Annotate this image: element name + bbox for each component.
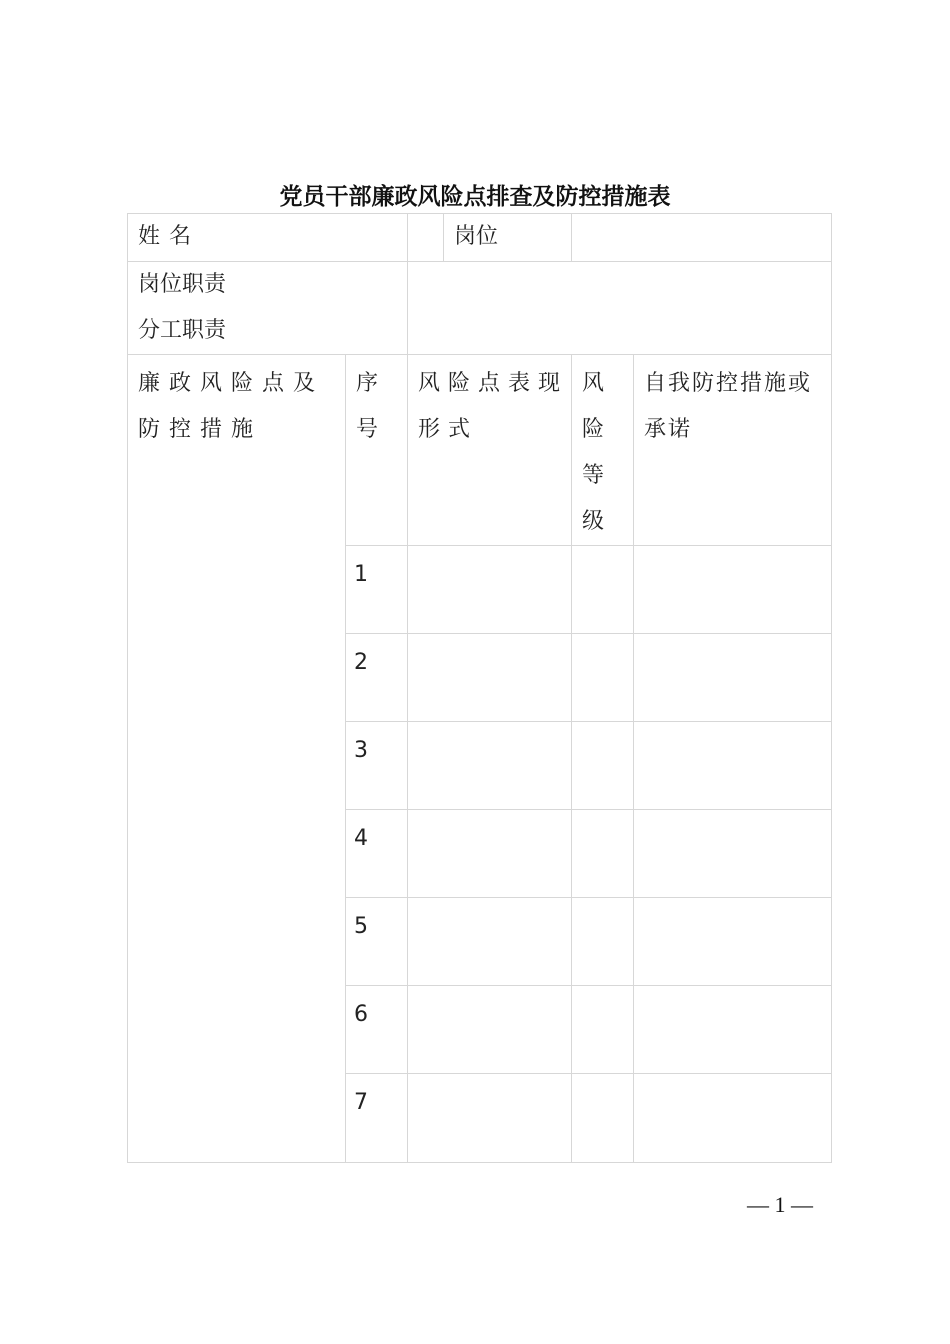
row-number: 4 [346, 810, 408, 898]
form-cell[interactable] [408, 634, 572, 722]
measure-cell[interactable] [634, 810, 832, 898]
document-title: 党员干部廉政风险点排查及防控措施表 [279, 183, 671, 210]
measure-cell[interactable] [634, 722, 832, 810]
measure-cell[interactable] [634, 986, 832, 1074]
col-form-label: 风险点表现形式 [418, 371, 569, 442]
post-label-cell [444, 214, 572, 262]
level-cell[interactable] [572, 634, 634, 722]
col-level-label: 风险等级 [582, 371, 605, 534]
form-cell[interactable] [408, 1074, 572, 1163]
form-cell[interactable] [408, 986, 572, 1074]
level-cell[interactable] [572, 986, 634, 1074]
section-label: 廉政风险点及防控措施 [138, 371, 325, 442]
duty-label-line2: 分工职责 [138, 318, 227, 343]
form-cell[interactable] [408, 898, 572, 986]
row-number: 1 [346, 546, 408, 634]
measure-cell[interactable] [634, 898, 832, 986]
name-label: 姓名 [138, 224, 201, 249]
col-level-header [572, 355, 634, 546]
name-value-cell[interactable] [408, 214, 444, 262]
post-label: 岗位 [454, 224, 499, 249]
level-cell[interactable] [572, 810, 634, 898]
page-number: — 1 — [747, 1192, 813, 1217]
duty-value-cell[interactable] [408, 262, 832, 355]
duty-label-line1: 岗位职责 [138, 272, 227, 297]
row-number: 2 [346, 634, 408, 722]
measure-cell[interactable] [634, 1074, 832, 1163]
section-label-cell [128, 355, 346, 1163]
level-cell[interactable] [572, 546, 634, 634]
col-measure-header [634, 355, 832, 546]
measure-cell[interactable] [634, 546, 832, 634]
col-measure-label: 自我防控措施或承诺 [644, 371, 813, 442]
row-number: 7 [346, 1074, 408, 1163]
col-seq-header [346, 355, 408, 546]
level-cell[interactable] [572, 898, 634, 986]
level-cell[interactable] [572, 722, 634, 810]
risk-form-table [127, 213, 832, 1163]
name-label-cell [128, 214, 408, 262]
measure-cell[interactable] [634, 634, 832, 722]
form-cell[interactable] [408, 810, 572, 898]
post-value-cell[interactable] [572, 214, 832, 262]
col-form-header [408, 355, 572, 546]
row-number: 3 [346, 722, 408, 810]
level-cell[interactable] [572, 1074, 634, 1163]
col-seq-label: 序号 [356, 371, 379, 442]
row-number: 6 [346, 986, 408, 1074]
form-cell[interactable] [408, 546, 572, 634]
row-number: 5 [346, 898, 408, 986]
duty-label-cell [128, 262, 408, 355]
form-cell[interactable] [408, 722, 572, 810]
